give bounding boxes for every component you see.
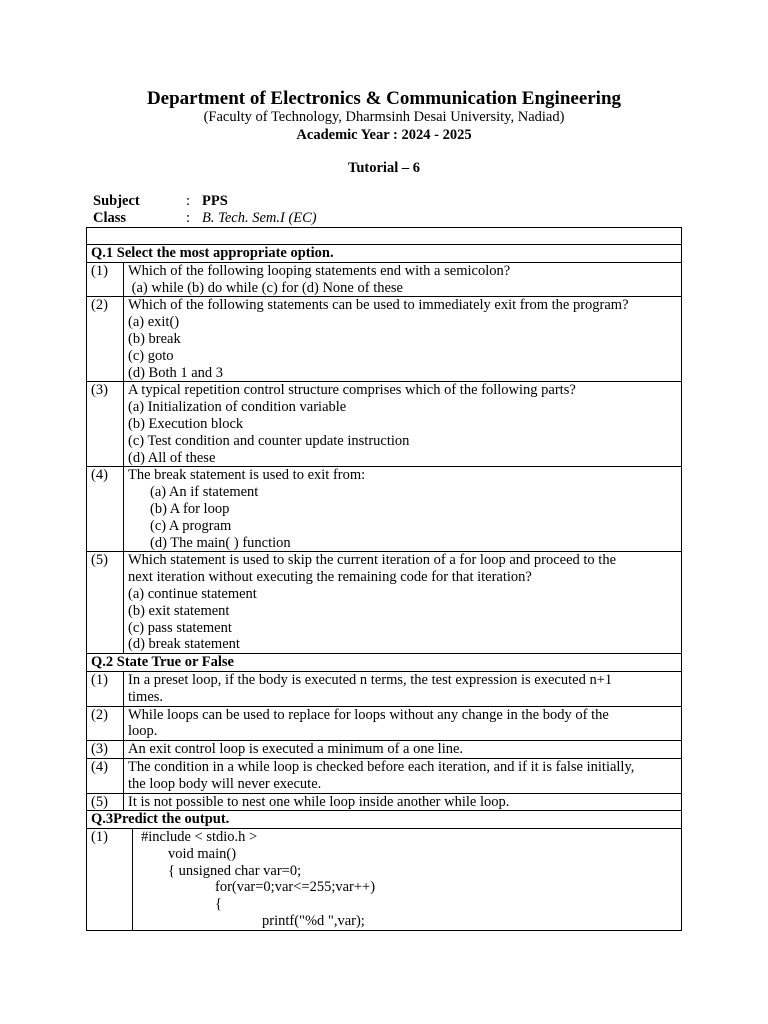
- class-colon: :: [186, 210, 191, 226]
- statement-line: While loops can be used to replace for loops without any change in the body of the: [128, 706, 609, 723]
- question-number: (1): [87, 829, 133, 931]
- question-number: (2): [87, 706, 124, 741]
- question-line: Which of the following statements can be used to immediately exit from the program?: [128, 297, 629, 314]
- option-line: (d) Both 1 and 3: [128, 364, 224, 381]
- table-row: [87, 741, 682, 759]
- option-line: (a) An if statement: [150, 484, 259, 501]
- faculty-line: (Faculty of Technology, Dharmsinh Desai University, Nadiad): [203, 109, 565, 125]
- question-text: [124, 552, 682, 654]
- option-line: (c) A program: [150, 517, 232, 534]
- option-line: (c) Test condition and counter update instruction: [128, 432, 410, 449]
- code-block: [133, 829, 682, 931]
- table-row: [87, 758, 682, 793]
- question-line: The break statement is used to exit from:: [128, 467, 366, 484]
- statement-line: the loop body will never execute.: [128, 775, 322, 792]
- question-number: (3): [87, 741, 124, 759]
- question-number: (4): [87, 758, 124, 793]
- question-text: [124, 262, 682, 297]
- question-number: (5): [87, 793, 124, 811]
- statement-text: [124, 758, 682, 793]
- code-line: { unsigned char var=0;: [168, 862, 302, 879]
- question-line: next iteration without executing the remaining code for that iteration?: [128, 569, 532, 586]
- class-value: B. Tech. Sem.I (EC): [202, 210, 317, 226]
- statement-line: The condition in a while loop is checked before each iteration, and if it is false initially,: [128, 758, 635, 775]
- option-line: (a) exit(): [128, 314, 180, 331]
- question-number: (3): [87, 382, 124, 467]
- class-label: Class: [93, 210, 127, 226]
- code-line: void main(): [168, 845, 237, 862]
- statement-text: [124, 706, 682, 741]
- question-text: [124, 382, 682, 467]
- question-table: [86, 227, 682, 931]
- option-line: (b) break: [128, 330, 181, 347]
- statement-line: It is not possible to nest one while loop inside another while loop.: [128, 793, 510, 810]
- subject-colon: :: [186, 193, 191, 209]
- question-text: [124, 297, 682, 382]
- option-line: (b) exit statement: [128, 602, 230, 619]
- question-number: (4): [87, 467, 124, 552]
- tutorial-title: Tutorial – 6: [348, 160, 420, 176]
- code-line: #include < stdio.h >: [141, 829, 258, 846]
- statement-line: times.: [128, 688, 164, 705]
- question-line: Which of the following looping statements end with a semicolon?: [128, 262, 511, 279]
- academic-year: Academic Year : 2024 - 2025: [296, 127, 472, 143]
- q1-title: Q.1 Select the most appropriate option.: [87, 245, 682, 263]
- question-line: Which statement is used to skip the current iteration of a for loop and proceed to the: [128, 552, 617, 569]
- question-number: (2): [87, 297, 124, 382]
- q2-title: Q.2 State True or False: [87, 654, 682, 672]
- question-line: A typical repetition control structure comprises which of the following parts?: [128, 382, 576, 399]
- option-line: (c) pass statement: [128, 619, 232, 636]
- statement-line: loop.: [128, 723, 158, 740]
- table-row: [87, 671, 682, 706]
- statement-text: [124, 793, 682, 811]
- option-line: (d) break statement: [128, 636, 240, 653]
- code-line: for(var=0;var<=255;var++): [215, 879, 376, 896]
- table-row: [87, 706, 682, 741]
- option-line: (b) Execution block: [128, 415, 244, 432]
- option-line: (d) All of these: [128, 449, 216, 466]
- section-header: [87, 245, 682, 263]
- section-header: [87, 654, 682, 672]
- code-line: printf("%d ",var);: [262, 913, 365, 930]
- question-number: (1): [87, 671, 124, 706]
- option-line: (a) Initialization of condition variable: [128, 399, 347, 416]
- table-row: [87, 467, 682, 552]
- option-line: (a) continue statement: [128, 585, 257, 602]
- statement-line: An exit control loop is executed a minimum of a one line.: [128, 741, 464, 758]
- table-row: [87, 829, 682, 931]
- table-row: [87, 262, 682, 297]
- section-header: [87, 811, 682, 829]
- option-line: (b) A for loop: [150, 500, 230, 517]
- question-number: (5): [87, 552, 124, 654]
- statement-text: [124, 671, 682, 706]
- subject-value: PPS: [202, 193, 228, 209]
- option-line: (c) goto: [128, 347, 174, 364]
- option-line: (a) while (b) do while (c) for (d) None of these: [128, 279, 403, 296]
- option-line: (d) The main( ) function: [150, 534, 291, 551]
- department-title: Department of Electronics & Communication Engineering: [146, 88, 622, 109]
- q3-title: Q.3Predict the output.: [87, 811, 682, 829]
- statement-text: [124, 741, 682, 759]
- question-number: (1): [87, 262, 124, 297]
- blank-row: [87, 228, 682, 245]
- table-row: [87, 297, 682, 382]
- subject-label: Subject: [93, 193, 140, 209]
- question-text: [124, 467, 682, 552]
- table-row: [87, 793, 682, 811]
- code-line: {: [215, 896, 222, 913]
- table-row: [87, 382, 682, 467]
- statement-line: In a preset loop, if the body is executed n terms, the test expression is executed n+1: [128, 671, 613, 688]
- table-row: [87, 552, 682, 654]
